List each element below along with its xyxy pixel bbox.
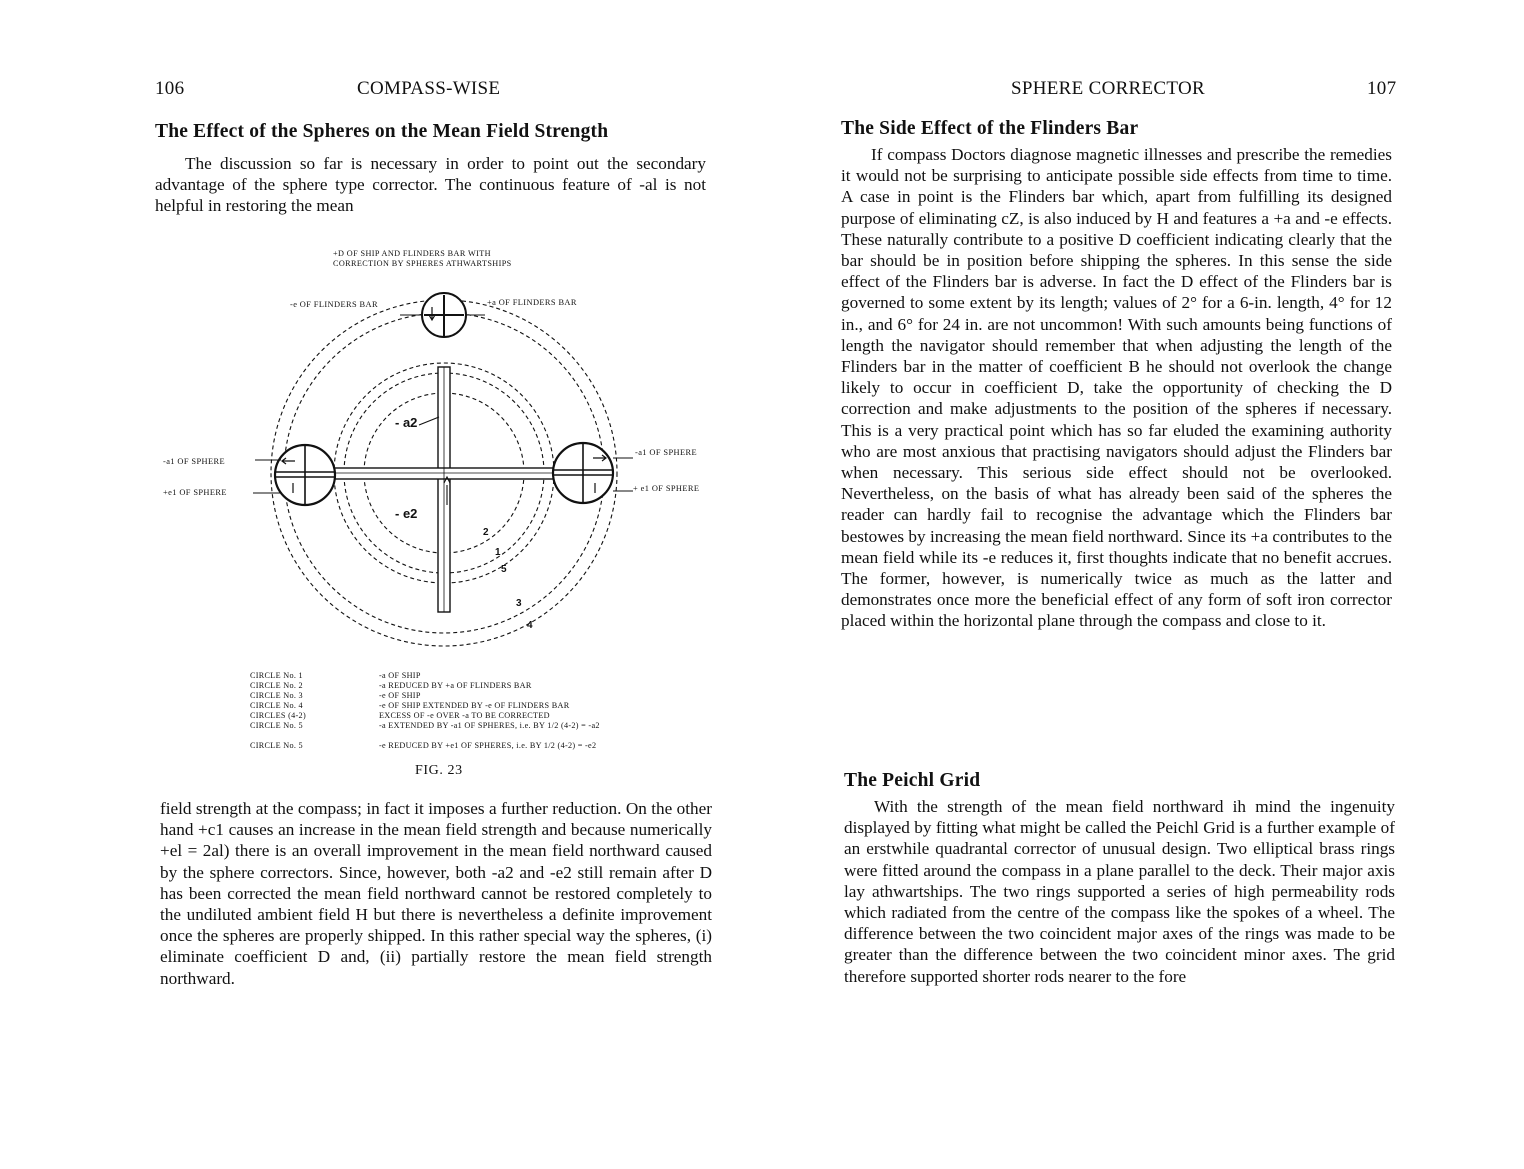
label-a2: - a2 xyxy=(395,415,418,430)
paragraph-intro: The discussion so far is necessary in order to point out the secondary advantage of the sphere type corrector. The continuous feature of -al is not helpful in restoring the mean xyxy=(155,154,706,216)
legend-desc-1: -a OF SHIP xyxy=(379,671,421,680)
label-a1-sphere-left: -a1 OF SPHERE xyxy=(163,457,225,466)
paragraph-side-effect: If compass Doctors diagnose magnetic illnesses and prescribe the remedies it would not be surprising to anticipate possible side effects from time to time. A case in point is the Flinders bar which, apart from fulfilling its designed purpose of eliminating cZ, is also induced by H and features a +a and -e effects. These naturally contribute to a positive D coefficient indicating clearly that the bar should be in position before shipping the spheres. In this sense the side effect of the Flinders bar is adverse. In fact the D effect of the Flinders bar is governed to some extent by its length; values of 2° for a 6-in. length, 4° for 12 in., and 6° for 24 in. are not uncommon! With such amounts being functions of length the navigator should remember that when adjusting the length of the Flinders bar in the matter of coefficient B he should not overlook the change likely to occur in coefficient D, take the opportunity of checking the D correction and make adjustments to the position of the spheres if necessary. This is a very practical point which has so far eluded the examining authority who are most anxious that practising navigators should adjust the Flinders bar when necessary. This serious side effect should not be overlooked. Nevertheless, on the basis of what has already been said of the spheres the reader can hardly fail to recognise the advantage which the Flinders bar bestowes by increasing the mean field northward. Since its +a contributes to the mean field while its -e reduces it, first thoughts indicate that no benefit accrues. The former, however, is numerically twice as much as the latter and demonstrates once more the beneficial effect of any form of soft iron corrector placed within the horizontal plane through the compass and close to it. xyxy=(841,145,1392,631)
legend-circle-3: CIRCLE No. 3 xyxy=(250,691,303,700)
sphere-correction-diagram xyxy=(155,265,710,685)
page-number-left: 106 xyxy=(155,78,185,99)
section-heading-side-effect: The Side Effect of the Flinders Bar xyxy=(841,118,1139,139)
running-head-left: COMPASS-WISE xyxy=(357,78,501,99)
label-a-flinders-bar: +a OF FLINDERS BAR xyxy=(487,298,577,307)
legend-desc-3: -e OF SHIP xyxy=(379,691,421,700)
section-heading-peichl-grid: The Peichl Grid xyxy=(844,770,981,791)
label-a1-sphere-right: -a1 OF SPHERE xyxy=(635,448,697,457)
figure-caption: FIG. 23 xyxy=(415,763,463,778)
legend-circle-5b: CIRCLE No. 5 xyxy=(250,741,303,750)
right-page xyxy=(762,0,1524,1169)
legend-desc-5b: -e REDUCED BY +e1 OF SPHERES, i.e. BY 1/2 (4-2) = -e2 xyxy=(379,741,597,750)
legend-desc-5a: -a EXTENDED BY -a1 OF SPHERES, i.e. BY 1/2 (4-2) = -a2 xyxy=(379,721,600,730)
legend-desc-2: -a REDUCED BY +a OF FLINDERS BAR xyxy=(379,681,532,690)
legend-circle-1: CIRCLE No. 1 xyxy=(250,671,303,680)
circle-number-1: 1 xyxy=(495,547,501,558)
label-e1-sphere-left: +e1 OF SPHERE xyxy=(163,488,227,497)
figure-title-line-2: CORRECTION BY SPHERES ATHWARTSHIPS xyxy=(333,259,512,268)
circle-number-3: 3 xyxy=(516,598,522,609)
paragraph-peichl-grid: With the strength of the mean field northward ih mind the ingenuity displayed by fitting what might be called the Peichl Grid is a further example of an erstwhile quadrantal corrector of unusual design. Two elliptical brass rings were fitted around the compass in a plane parallel to the deck. Their major axis lay athwartships. The two rings supported a series of high permeability rods which radiated from the centre of the compass like the spokes of a wheel. The difference between the two coincident major axes of the rings was made to be greater than the difference between the two coincident minor axes. The grid therefore supported shorter rods nearer to the fore xyxy=(844,797,1395,986)
legend-desc-4: -e OF SHIP EXTENDED BY -e OF FLINDERS BAR xyxy=(379,701,570,710)
section-heading-mean-field: The Effect of the Spheres on the Mean Field Strength xyxy=(155,121,609,142)
figure-23 xyxy=(155,245,710,785)
label-e-flinders-bar: -e OF FLINDERS BAR xyxy=(290,300,378,309)
figure-title-line-1: +D OF SHIP AND FLINDERS BAR WITH xyxy=(333,249,491,258)
legend-desc-4-2: EXCESS OF -e OVER -a TO BE CORRECTED xyxy=(379,711,550,720)
running-head-right: SPHERE CORRECTOR xyxy=(1011,78,1205,99)
legend-circle-4: CIRCLE No. 4 xyxy=(250,701,303,710)
paragraph-continuation: field strength at the compass; in fact it imposes a further reduction. On the other hand +c1 causes an increase in the mean field strength and because numerically +el = 2al) there is an overall improvement in the mean field northward caused by the sphere correctors. Since, however, both -a2 and -e2 still remain after D has been corrected the mean field northward cannot be restored completely to the undiluted ambient field H but there is nevertheless a definite improvement once the spheres are properly shipped. In this rather special way the spheres, (i) eliminate coefficient D and, (ii) partially restore the mean field strength northward. xyxy=(160,799,712,988)
label-e2: - e2 xyxy=(395,506,418,521)
legend-circle-2: CIRCLE No. 2 xyxy=(250,681,303,690)
legend-circle-5a: CIRCLE No. 5 xyxy=(250,721,303,730)
label-e1-sphere-right: + e1 OF SPHERE xyxy=(633,484,700,493)
left-sphere xyxy=(253,445,335,505)
circle-number-4: 4 xyxy=(527,620,533,631)
circle-number-2: 2 xyxy=(483,527,489,538)
top-flinders-compass xyxy=(400,293,485,337)
page-number-right: 107 xyxy=(1367,78,1397,99)
circle-number-5: 5 xyxy=(501,564,507,575)
right-sphere xyxy=(553,443,633,503)
legend-circles-4-2: CIRCLES (4-2) xyxy=(250,711,306,720)
